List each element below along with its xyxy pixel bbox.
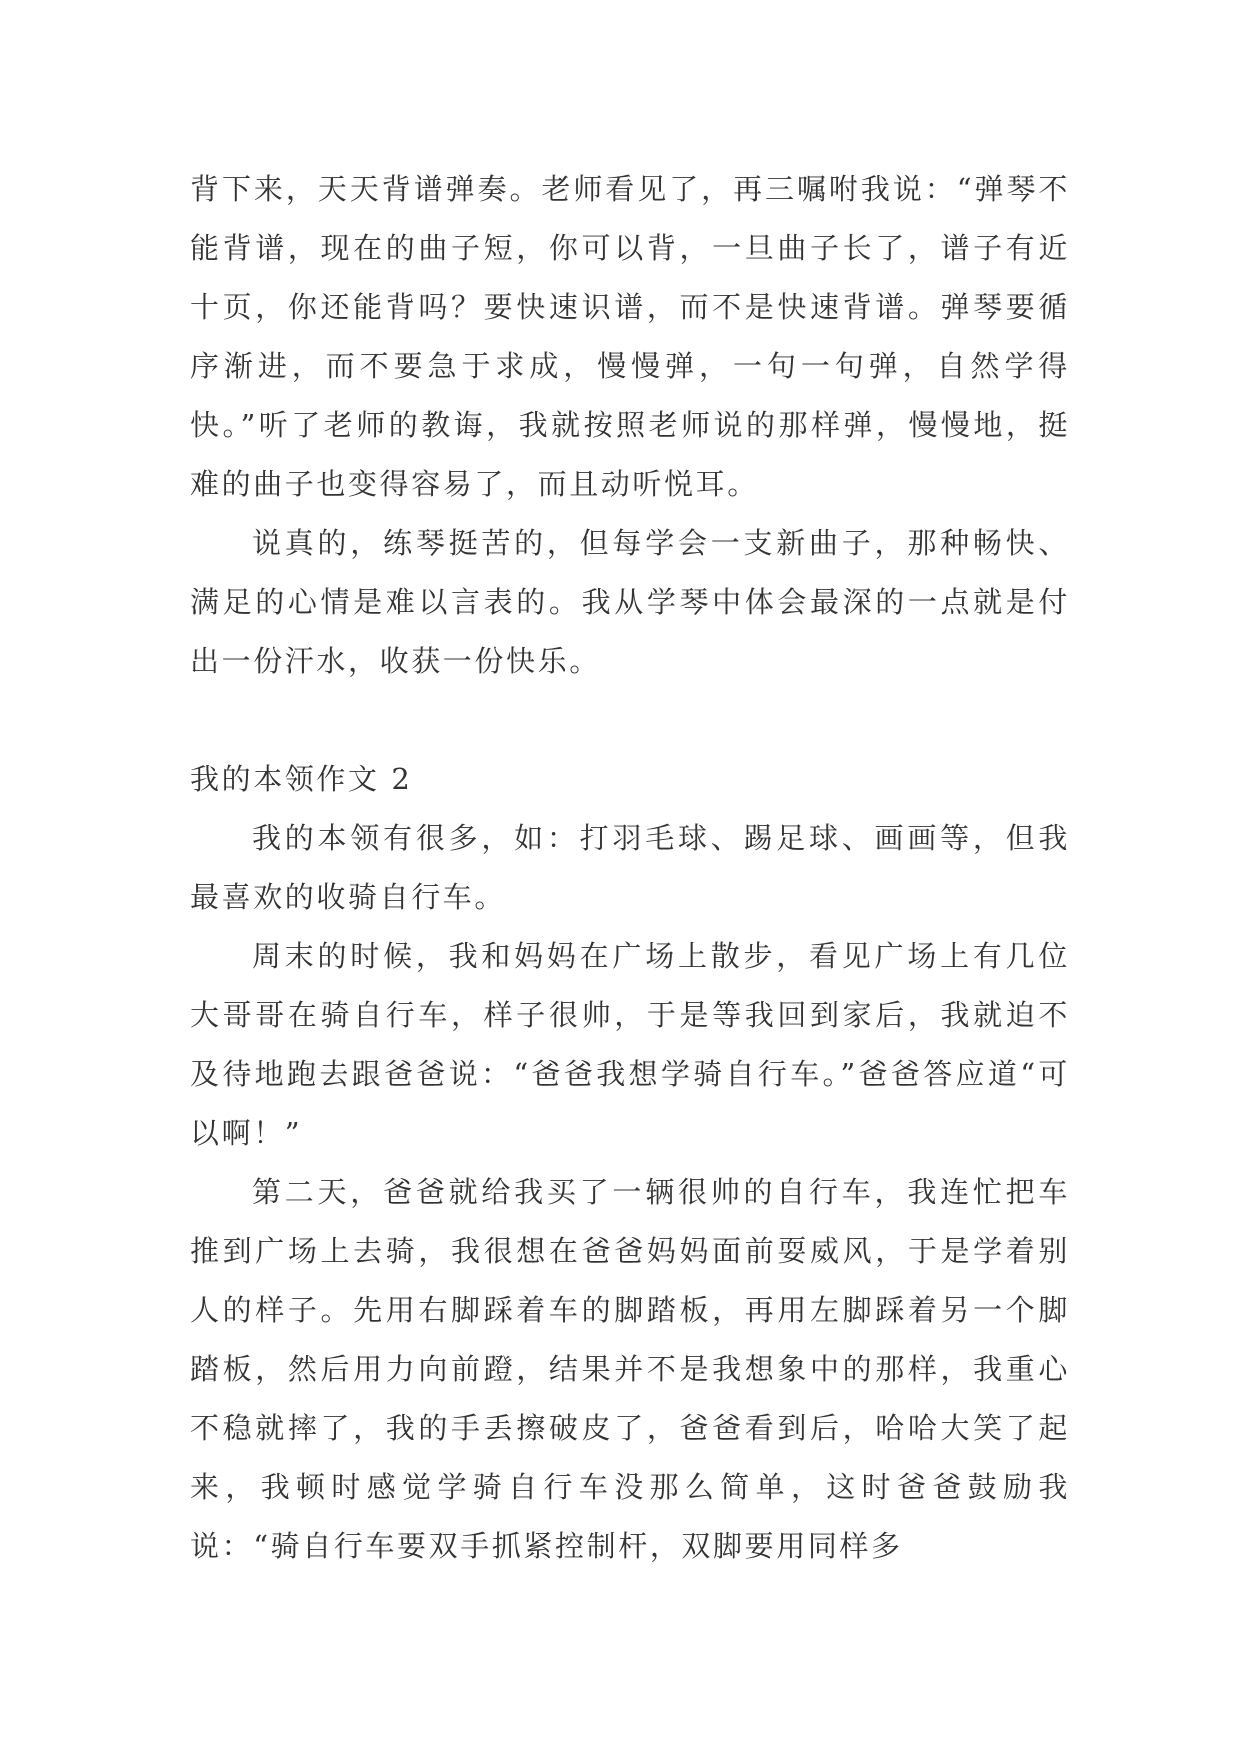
essay-title: 我的本领作文 2 xyxy=(190,762,413,796)
document-body xyxy=(190,160,1070,1576)
section-gap xyxy=(190,691,1070,750)
weekend-paragraph: 周末的时候，我和妈妈在广场上散步，看见广场上有几位大哥哥在骑自行车，样子很帅，于是等我回到家后，我就迫不及待地跑去跟爸爸说：“爸爸我想学骑自行车。”爸爸答应道“可以啊！” xyxy=(190,939,1070,1150)
continued-paragraph: 背下来，天天背谱弹奏。老师看见了，再三嘱咐我说：“弹琴不能背谱，现在的曲子短，你可以背，一旦曲子长了，谱子有近十页，你还能背吗？要快速识谱，而不是快速背谱。弹琴要循序渐进，而不要急于求成，慢慢弹，一句一句弹，自然学得快。”听了老师的教诲，我就按照老师说的那样弹，慢慢地，挺难的曲子也变得容易了，而且动听悦耳。 xyxy=(190,172,1070,501)
closing-paragraph: 说真的，练琴挺苦的，但每学会一支新曲子，那种畅快、满足的心情是难以言表的。我从学琴中体会最深的一点就是付出一份汗水，收获一份快乐。 xyxy=(190,526,1070,678)
intro-paragraph: 我的本领有很多，如：打羽毛球、踢足球、画画等，但我最喜欢的收骑自行车。 xyxy=(190,821,1070,914)
second-day-paragraph: 第二天，爸爸就给我买了一辆很帅的自行车，我连忙把车推到广场上去骑，我很想在爸爸妈妈面前耍威风，于是学着别人的样子。先用右脚踩着车的脚踏板，再用左脚踩着另一个脚踏板，然后用力向前蹬，结果并不是我想象中的那样，我重心不稳就摔了，我的手丢擦破皮了，爸爸看到后，哈哈大笑了起来，我顿时感觉学骑自行车没那么简单，这时爸爸鼓励我说：“骑自行车要双手抓紧控制杆，双脚要用同样多 xyxy=(190,1175,1070,1563)
